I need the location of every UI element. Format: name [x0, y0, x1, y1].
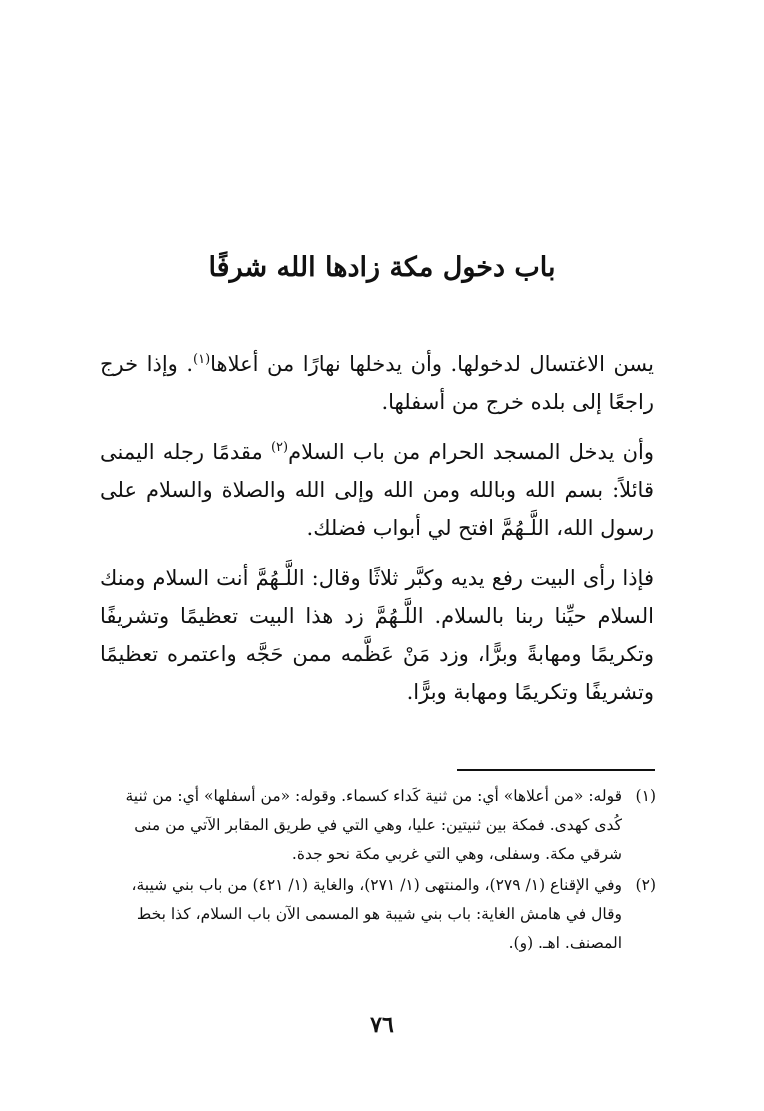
footnote-2	[100, 871, 656, 958]
page-number: ٧٦	[370, 1012, 394, 1038]
chapter-title: باب دخول مكة زادها الله شرفًا	[208, 252, 556, 283]
footnote-1-number: (١)	[635, 787, 656, 805]
footnote-ref-1[interactable]: (١)	[193, 352, 211, 367]
paragraph-3: فإذا رأى البيت رفع يديه وكبَّر ثلاثًا وقال: اللَّـهُمَّ أنت السلام ومنك السلام حيِّنا ربنا بالسلام. اللَّـهُمَّ زد هذا البيت تعظيمًا وتشريفًا وتكريمًا ومهابةً وبرًّا، وزد مَنْ عَظَّمه ممن حَجَّه واعتمره تعظيمًا وتشريفًا وتكريمًا ومهابة وبرًّا.	[100, 566, 654, 704]
paragraph-2-text-b: مقدمًا رجله اليمنى قائلاً: بسم الله وبالله ومن الله وإلى الله والصلاة والسلام على رسول الله، اللَّـهُمَّ افتح لي أبواب فضلك.	[100, 440, 654, 540]
main-text	[100, 345, 654, 711]
paragraph-2	[100, 433, 654, 547]
footnote-divider	[457, 769, 655, 771]
footnote-1	[100, 782, 656, 869]
paragraph-2-text-a: وأن يدخل المسجد الحرام من باب السلام	[288, 440, 654, 464]
paragraph-1-text-b: . وإذا خرج راجعًا إلى بلده خرج من أسفلها.	[100, 352, 654, 414]
footnote-2-number: (٢)	[635, 876, 656, 894]
paragraph-1-text-a: يسن الاغتسال لدخولها. وأن يدخلها نهارًا من أعلاها	[210, 352, 655, 376]
paragraph-1	[100, 345, 654, 421]
footnotes	[100, 782, 656, 958]
footnote-2-text: وفي الإقناع (١/ ٢٧٩)، والمنتهى (١/ ٢٧١)، والغاية (١/ ٤٢١) من باب بني شيبة، وقال في هامش الغاية: باب بني شيبة هو المسمى الآن باب السلام، كذا بخط المصنف. اهـ. (و).	[131, 876, 622, 952]
footnote-1-text: قوله: «من أعلاها» أي: من ثنية كَداء كسماء. وقوله: «من أسفلها» أي: من ثنية كُدى كهدى. فمكة بين ثنيتين: عليا، وهي التي في طريق المقابر الآتي من منى شرقي مكة. وسفلى، وهي التي غربي مكة نحو جدة.	[125, 787, 622, 863]
footnote-ref-2[interactable]: (٢)	[270, 440, 289, 455]
